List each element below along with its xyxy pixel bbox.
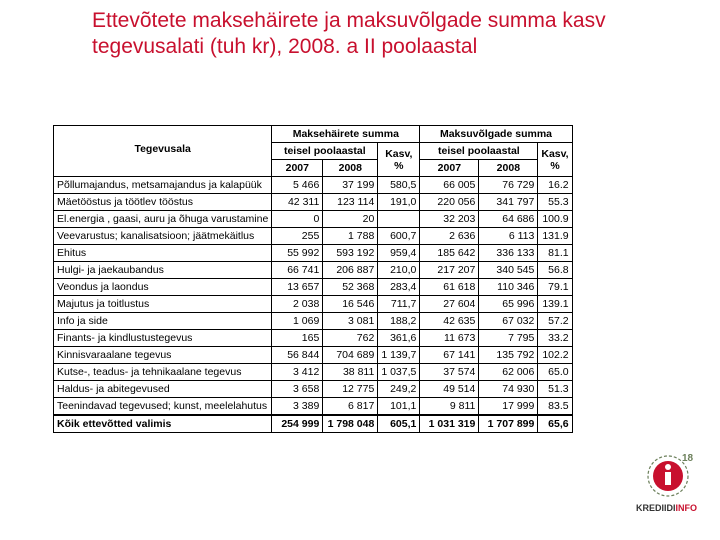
cell-m2008: 206 887 bbox=[323, 262, 378, 279]
cell-t2008: 336 133 bbox=[479, 245, 538, 262]
slide-title: Ettevõtete maksehäirete ja maksuvõlgade summa kasv tegevusalati (tuh kr), 2008. a II poolaastal bbox=[92, 9, 606, 58]
row-label: Ehitus bbox=[54, 245, 272, 262]
cell-mg: 1 037,5 bbox=[378, 364, 420, 381]
cell-t2008: 340 545 bbox=[479, 262, 538, 279]
cell-mg: 188,2 bbox=[378, 313, 420, 330]
cell-m2007: 1 069 bbox=[272, 313, 323, 330]
table-row bbox=[54, 245, 573, 262]
cell-m2008: 704 689 bbox=[323, 347, 378, 364]
cell-tg: 131.9 bbox=[538, 228, 572, 245]
cell-t2007: 9 811 bbox=[420, 398, 479, 416]
cell-m2008: 3 081 bbox=[323, 313, 378, 330]
cell-m2007: 255 bbox=[272, 228, 323, 245]
cell-t2007: 66 005 bbox=[420, 177, 479, 194]
row-label: El.energia , gaasi, auru ja õhuga varustamine bbox=[54, 211, 272, 228]
row-label: Veondus ja laondus bbox=[54, 279, 272, 296]
row-label: Kinnisvaraalane tegevus bbox=[54, 347, 272, 364]
logo-word-red: INFO bbox=[675, 503, 698, 513]
cell-t2008: 6 113 bbox=[479, 228, 538, 245]
cell-mg: 249,2 bbox=[378, 381, 420, 398]
row-label: Põllumajandus, metsamajandus ja kalapüük bbox=[54, 177, 272, 194]
table-row bbox=[54, 415, 573, 433]
period-label-tax: teisel poolaastal bbox=[420, 143, 538, 160]
cell-m2008: 123 114 bbox=[323, 194, 378, 211]
cell-m2008: 16 546 bbox=[323, 296, 378, 313]
cell-m2007: 13 657 bbox=[272, 279, 323, 296]
group-header-payment-defaults: Maksehäirete summa bbox=[272, 126, 420, 143]
table-row bbox=[54, 347, 573, 364]
group-header-tax-arrears: Maksuvõlgade summa bbox=[420, 126, 572, 143]
cell-mg: 580,5 bbox=[378, 177, 420, 194]
cell-t2007: 27 604 bbox=[420, 296, 479, 313]
cell-mg: 959,4 bbox=[378, 245, 420, 262]
cell-t2007: 185 642 bbox=[420, 245, 479, 262]
cell-tg: 100.9 bbox=[538, 211, 572, 228]
growth-unit: % bbox=[394, 159, 404, 172]
row-header: Tegevusala bbox=[54, 143, 272, 177]
row-label: Finants- ja kindlustustegevus bbox=[54, 330, 272, 347]
logo-badge: 18 bbox=[682, 453, 694, 464]
cell-tg: 51.3 bbox=[538, 381, 572, 398]
cell-m2007: 3 389 bbox=[272, 398, 323, 416]
cell-tg: 102.2 bbox=[538, 347, 572, 364]
cell-m2007: 165 bbox=[272, 330, 323, 347]
cell-t2007: 217 207 bbox=[420, 262, 479, 279]
table-row bbox=[54, 313, 573, 330]
table-row bbox=[54, 296, 573, 313]
cell-tg: 33.2 bbox=[538, 330, 572, 347]
year-2007-defaults: 2007 bbox=[272, 160, 323, 177]
table-row bbox=[54, 330, 573, 347]
growth-label: Kasv, bbox=[541, 147, 569, 160]
logo-wordmark bbox=[636, 503, 697, 513]
cell-mg bbox=[378, 211, 420, 228]
cell-tg: 139.1 bbox=[538, 296, 572, 313]
row-label: Majutus ja toitlustus bbox=[54, 296, 272, 313]
row-label: Info ja side bbox=[54, 313, 272, 330]
row-label: Mäetööstus ja töötlev tööstus bbox=[54, 194, 272, 211]
cell-t2008: 1 707 899 bbox=[479, 415, 538, 433]
table-row bbox=[54, 279, 573, 296]
cell-m2007: 56 844 bbox=[272, 347, 323, 364]
cell-m2007: 2 038 bbox=[272, 296, 323, 313]
row-label: Kõik ettevõtted valimis bbox=[54, 415, 272, 433]
year-2008-defaults: 2008 bbox=[323, 160, 378, 177]
cell-mg: 711,7 bbox=[378, 296, 420, 313]
growth-header-defaults bbox=[378, 143, 420, 177]
cell-t2007: 61 618 bbox=[420, 279, 479, 296]
cell-m2008: 38 811 bbox=[323, 364, 378, 381]
logo-mark-icon bbox=[630, 450, 710, 505]
cell-m2008: 762 bbox=[323, 330, 378, 347]
table-row bbox=[54, 262, 573, 279]
cell-m2008: 52 368 bbox=[323, 279, 378, 296]
cell-t2007: 37 574 bbox=[420, 364, 479, 381]
table-row bbox=[54, 228, 573, 245]
row-label: Kutse-, teadus- ja tehnikaalane tegevus bbox=[54, 364, 272, 381]
cell-mg: 210,0 bbox=[378, 262, 420, 279]
growth-label: Kasv, bbox=[385, 147, 413, 160]
logo-word-dark: KREDIIDI bbox=[636, 503, 676, 513]
table-row bbox=[54, 364, 573, 381]
cell-m2007: 3 412 bbox=[272, 364, 323, 381]
cell-t2008: 110 346 bbox=[479, 279, 538, 296]
cell-t2008: 65 996 bbox=[479, 296, 538, 313]
cell-t2007: 220 056 bbox=[420, 194, 479, 211]
cell-tg: 65,6 bbox=[538, 415, 572, 433]
cell-mg: 283,4 bbox=[378, 279, 420, 296]
year-2008-tax: 2008 bbox=[479, 160, 538, 177]
cell-m2008: 37 199 bbox=[323, 177, 378, 194]
cell-m2007: 66 741 bbox=[272, 262, 323, 279]
cell-mg: 605,1 bbox=[378, 415, 420, 433]
krediidiinfo-logo bbox=[630, 450, 710, 535]
row-label: Teenindavad tegevused; kunst, meelelahutus bbox=[54, 398, 272, 416]
cell-tg: 56.8 bbox=[538, 262, 572, 279]
cell-tg: 83.5 bbox=[538, 398, 572, 416]
growth-header-tax bbox=[538, 143, 572, 177]
cell-t2008: 7 795 bbox=[479, 330, 538, 347]
cell-t2007: 49 514 bbox=[420, 381, 479, 398]
period-label-defaults: teisel poolaastal bbox=[272, 143, 378, 160]
cell-m2007: 0 bbox=[272, 211, 323, 228]
cell-t2008: 64 686 bbox=[479, 211, 538, 228]
cell-m2007: 254 999 bbox=[272, 415, 323, 433]
cell-t2008: 74 930 bbox=[479, 381, 538, 398]
cell-t2007: 32 203 bbox=[420, 211, 479, 228]
cell-m2008: 593 192 bbox=[323, 245, 378, 262]
table-row bbox=[54, 381, 573, 398]
cell-mg: 600,7 bbox=[378, 228, 420, 245]
year-2007-tax: 2007 bbox=[420, 160, 479, 177]
cell-tg: 55.3 bbox=[538, 194, 572, 211]
row-label: Hulgi- ja jaekaubandus bbox=[54, 262, 272, 279]
cell-t2008: 341 797 bbox=[479, 194, 538, 211]
growth-unit: % bbox=[550, 159, 560, 172]
cell-tg: 57.2 bbox=[538, 313, 572, 330]
cell-m2008: 12 775 bbox=[323, 381, 378, 398]
cell-t2007: 1 031 319 bbox=[420, 415, 479, 433]
cell-mg: 101,1 bbox=[378, 398, 420, 416]
cell-tg: 65.0 bbox=[538, 364, 572, 381]
cell-m2007: 3 658 bbox=[272, 381, 323, 398]
cell-m2008: 6 817 bbox=[323, 398, 378, 416]
cell-m2007: 42 311 bbox=[272, 194, 323, 211]
cell-t2008: 135 792 bbox=[479, 347, 538, 364]
cell-t2007: 11 673 bbox=[420, 330, 479, 347]
cell-t2007: 2 636 bbox=[420, 228, 479, 245]
cell-mg: 361,6 bbox=[378, 330, 420, 347]
table-row bbox=[54, 398, 573, 416]
cell-t2007: 42 635 bbox=[420, 313, 479, 330]
cell-t2007: 67 141 bbox=[420, 347, 479, 364]
cell-tg: 81.1 bbox=[538, 245, 572, 262]
cell-m2008: 1 798 048 bbox=[323, 415, 378, 433]
row-label: Veevarustus; kanalisatsioon; jäätmekäitlus bbox=[54, 228, 272, 245]
cell-tg: 16.2 bbox=[538, 177, 572, 194]
row-label: Haldus- ja abitegevused bbox=[54, 381, 272, 398]
cell-tg: 79.1 bbox=[538, 279, 572, 296]
cell-m2007: 5 466 bbox=[272, 177, 323, 194]
cell-mg: 191,0 bbox=[378, 194, 420, 211]
cell-t2008: 67 032 bbox=[479, 313, 538, 330]
cell-t2008: 17 999 bbox=[479, 398, 538, 416]
cell-m2007: 55 992 bbox=[272, 245, 323, 262]
cell-t2008: 76 729 bbox=[479, 177, 538, 194]
table-row bbox=[54, 177, 573, 194]
empty-corner bbox=[54, 126, 272, 143]
cell-m2008: 20 bbox=[323, 211, 378, 228]
data-table bbox=[53, 125, 573, 433]
cell-t2008: 62 006 bbox=[479, 364, 538, 381]
cell-m2008: 1 788 bbox=[323, 228, 378, 245]
table-row bbox=[54, 194, 573, 211]
table-row bbox=[54, 211, 573, 228]
cell-mg: 1 139,7 bbox=[378, 347, 420, 364]
